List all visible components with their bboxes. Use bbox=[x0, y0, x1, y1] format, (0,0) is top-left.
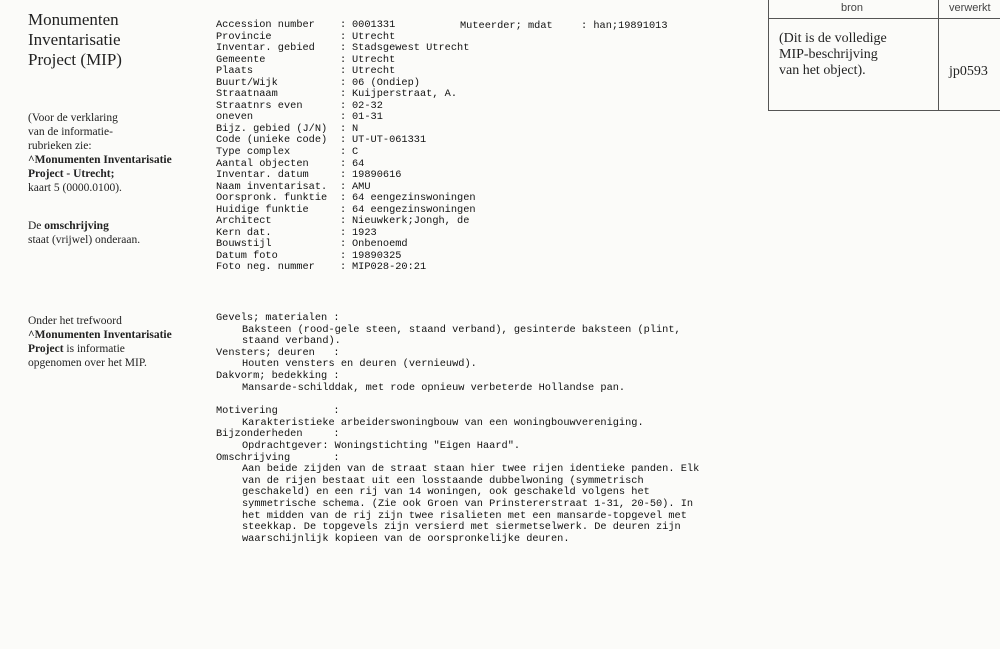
note2-line: staat (vrijwel) onderaan. bbox=[28, 234, 141, 246]
gevels-heading: Gevels; materialen : bbox=[216, 312, 340, 324]
field-value: 06 (Ondiep) bbox=[352, 76, 420, 89]
field-label: Provincie bbox=[216, 30, 272, 43]
muteerder-label: Muteerder; mdat bbox=[460, 20, 553, 32]
field-row bbox=[216, 262, 476, 274]
field-label: Architect bbox=[216, 215, 272, 228]
dakvorm-heading: Dakvorm; bedekking : bbox=[216, 369, 340, 382]
field-row bbox=[216, 66, 476, 78]
field-row bbox=[216, 170, 476, 182]
field-label: Aantal objecten bbox=[216, 157, 309, 170]
field-colon: : bbox=[340, 88, 347, 101]
field-label: Datum foto bbox=[216, 249, 278, 262]
field-value: Utrecht bbox=[352, 30, 396, 43]
field-value: Kuijperstraat, A. bbox=[352, 88, 458, 101]
field-value: Utrecht bbox=[352, 53, 396, 66]
field-row bbox=[216, 43, 476, 55]
title-line-3: Project (MIP) bbox=[28, 50, 122, 69]
field-label: Inventar. datum bbox=[216, 169, 309, 182]
note1-line: (Voor de verklaring bbox=[28, 112, 118, 124]
field-colon: : bbox=[340, 238, 347, 251]
field-row bbox=[216, 20, 476, 32]
description-sections bbox=[216, 313, 736, 545]
field-label: Buurt/Wijk bbox=[216, 76, 278, 89]
field-label: Huidige funktie bbox=[216, 203, 309, 216]
field-value: 1923 bbox=[352, 226, 377, 239]
bron-header-row bbox=[769, 0, 1000, 19]
field-label: Plaats bbox=[216, 65, 254, 78]
field-label: Straatnaam bbox=[216, 88, 278, 101]
bron-table bbox=[768, 0, 1000, 111]
note1-line: kaart 5 (0000.0100). bbox=[28, 182, 122, 194]
field-colon: : bbox=[340, 215, 347, 228]
field-colon: : bbox=[340, 249, 347, 262]
field-label: Bouwstijl bbox=[216, 238, 272, 251]
note1-line: van de informatie- bbox=[28, 126, 113, 138]
bron-header: bron bbox=[841, 2, 864, 14]
note2-pre: De bbox=[28, 220, 45, 232]
field-colon: : bbox=[340, 169, 347, 182]
field-label: Type complex bbox=[216, 146, 291, 159]
sidebar-note-keyword bbox=[28, 314, 203, 370]
field-colon: : bbox=[340, 134, 347, 147]
field-label: Bijz. gebied (J/N) bbox=[216, 122, 328, 135]
note3-line: Onder het trefwoord bbox=[28, 315, 122, 327]
sidebar-note-explanation bbox=[28, 111, 203, 195]
field-value: 64 bbox=[352, 157, 365, 170]
field-colon: : bbox=[340, 146, 347, 159]
bron-text-line: van het object). bbox=[779, 63, 866, 78]
field-colon: : bbox=[340, 65, 347, 78]
note3-line: ^Monumenten Inventarisatie bbox=[28, 329, 172, 341]
note3-bold: Project bbox=[28, 343, 64, 355]
field-row bbox=[216, 147, 476, 159]
field-colon: : bbox=[340, 122, 347, 135]
field-colon: : bbox=[340, 76, 347, 89]
field-colon: : bbox=[340, 157, 347, 170]
field-colon: : bbox=[340, 19, 347, 31]
omschrijving-text: Aan beide zijden van de straat staan hier twee rijen identieke panden. Elk van de rijen bestaat uit een losstaande dubbelwoning (symmetrisch geschakeld) en een rij van 14 woningen, ook geschakeld volgens het symmetrische schema. (Zie ook Groen van Prinstererstraat 1-31, 20-50). In het midden van de rij zijn twee risalieten met een mansarde-topgevel met steekkap. De topgevels zijn versierd met siermetselwerk. De deuren zijn waarschijnlijk kopieen van de oorspronkelijke deuren. bbox=[242, 463, 700, 545]
field-value: Stadsgewest Utrecht bbox=[352, 42, 470, 55]
title-line-2: Inventarisatie bbox=[28, 30, 121, 49]
field-colon: : bbox=[340, 30, 347, 43]
field-label: Code (unieke code) bbox=[216, 134, 328, 147]
field-value: N bbox=[352, 122, 359, 135]
omschrijving-heading: Omschrijving : bbox=[216, 451, 340, 464]
field-label: Foto neg. nummer bbox=[216, 261, 315, 274]
field-value: 64 eengezinswoningen bbox=[352, 192, 476, 205]
record-fields bbox=[216, 19, 668, 274]
field-value: 0001331 bbox=[352, 19, 396, 31]
note2-bold: omschrijving bbox=[44, 220, 109, 232]
muteerder-value: : han;19891013 bbox=[581, 20, 668, 32]
field-value: UT-UT-061331 bbox=[352, 134, 427, 147]
note1-line: ^Monumenten Inventarisatie bbox=[28, 154, 172, 166]
field-value: Onbenoemd bbox=[352, 238, 408, 251]
field-colon: : bbox=[340, 180, 347, 193]
field-colon: : bbox=[340, 99, 347, 112]
field-colon: : bbox=[340, 53, 347, 66]
field-colon: : bbox=[340, 192, 347, 205]
gevels-text: Baksteen (rood-gele steen, staand verband), gesinterde baksteen (plint, staand verband). bbox=[242, 323, 681, 348]
field-value: 01-31 bbox=[352, 111, 383, 124]
motivering-text: Karakteristieke arbeiderswoningbouw van een woningbouwvereniging. bbox=[242, 416, 644, 429]
field-label: Gemeente bbox=[216, 53, 266, 66]
note1-line: Project - Utrecht; bbox=[28, 168, 115, 180]
bron-text bbox=[779, 31, 929, 79]
field-colon: : bbox=[340, 261, 347, 274]
title-line-1: Monumenten bbox=[28, 10, 119, 29]
field-value: 19890616 bbox=[352, 169, 402, 182]
motivering-heading: Motivering : bbox=[216, 405, 340, 418]
vensters-heading: Vensters; deuren : bbox=[216, 346, 340, 359]
field-label: Oorspronk. funktie bbox=[216, 192, 328, 205]
field-value: C bbox=[352, 146, 359, 159]
field-label: Accession number bbox=[216, 19, 315, 31]
field-label: oneven bbox=[216, 111, 254, 124]
field-colon: : bbox=[340, 226, 347, 239]
field-value: 02-32 bbox=[352, 99, 383, 112]
field-label: Inventar. gebied bbox=[216, 42, 315, 55]
field-label: Naam inventarisat. bbox=[216, 180, 328, 193]
field-value: Utrecht bbox=[352, 65, 396, 78]
dakvorm-text: Mansarde-schilddak, met rode opnieuw verbeterde Hollandse pan. bbox=[242, 381, 626, 394]
field-label: Straatnrs even bbox=[216, 99, 303, 112]
note1-line: rubrieken zie: bbox=[28, 140, 92, 152]
field-value: AMU bbox=[352, 180, 371, 193]
bron-text-line: (Dit is de volledige bbox=[779, 31, 887, 46]
verwerkt-header: verwerkt bbox=[949, 2, 991, 14]
sidebar-note-description bbox=[28, 219, 203, 247]
field-label: Kern dat. bbox=[216, 226, 272, 239]
vensters-text: Houten vensters en deuren (vernieuwd). bbox=[242, 358, 477, 371]
field-value: 19890325 bbox=[352, 249, 402, 262]
verwerkt-value: jp0593 bbox=[949, 64, 988, 79]
field-colon: : bbox=[340, 203, 347, 216]
note3-line: opgenomen over het MIP. bbox=[28, 357, 147, 369]
field-colon: : bbox=[340, 42, 347, 55]
column-divider bbox=[938, 0, 939, 110]
bijzonderheden-heading: Bijzonderheden : bbox=[216, 428, 340, 441]
field-value: MIP028-20:21 bbox=[352, 261, 427, 274]
field-value: 64 eengezinswoningen bbox=[352, 203, 476, 216]
field-value: Nieuwkerk;Jongh, de bbox=[352, 215, 470, 228]
field-colon: : bbox=[340, 111, 347, 124]
note3-rest: is informatie bbox=[63, 343, 125, 355]
bron-text-line: MIP-beschrijving bbox=[779, 47, 878, 62]
bijzonderheden-text: Opdrachtgever: Woningstichting "Eigen Haard". bbox=[242, 439, 521, 452]
sidebar-title bbox=[28, 10, 188, 70]
